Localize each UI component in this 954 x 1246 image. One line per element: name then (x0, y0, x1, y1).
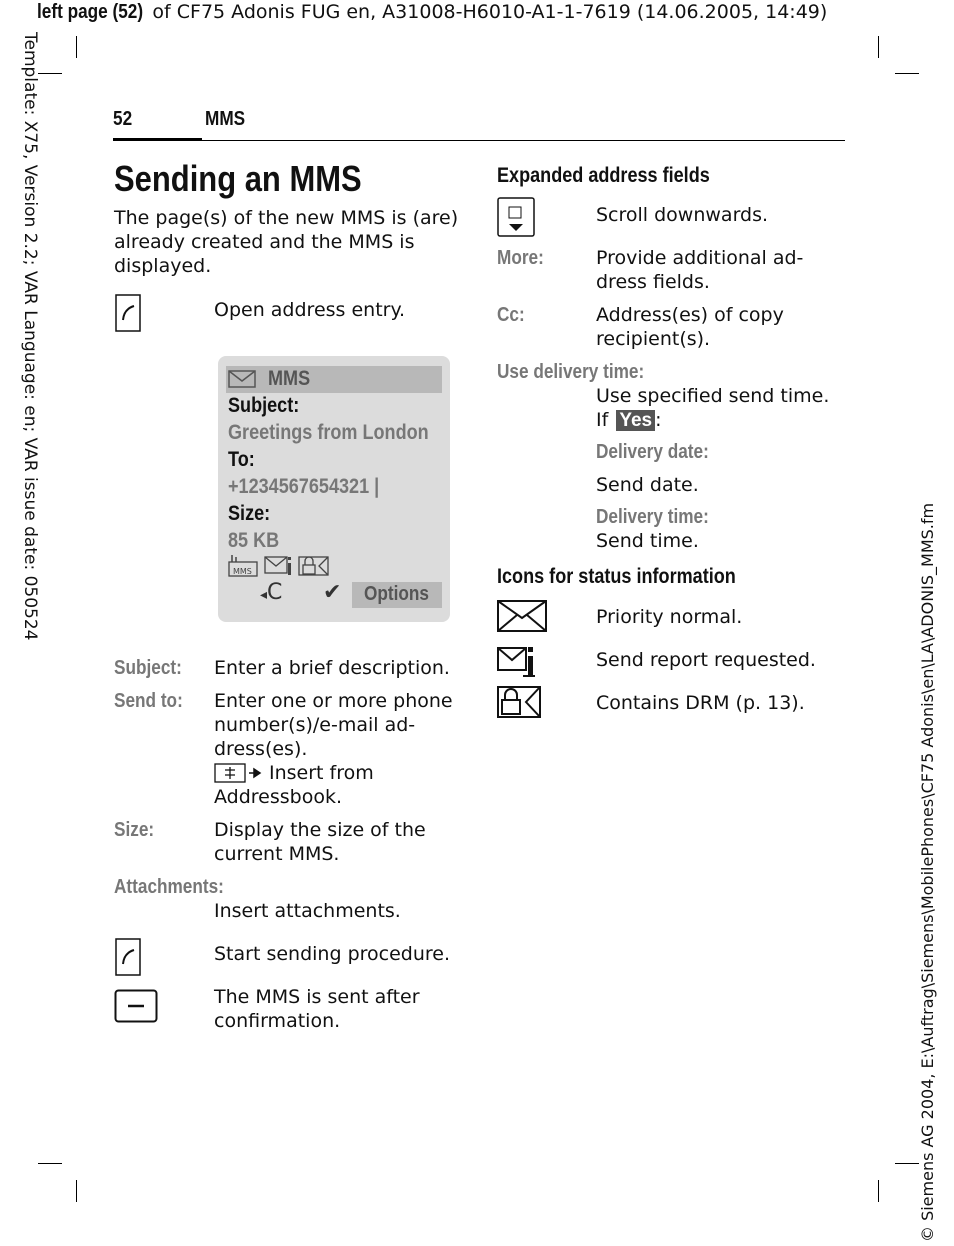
send-time-text: Send time. (596, 530, 699, 552)
delivery-time-heading: Use delivery time: (497, 361, 645, 383)
cc-line: recipient(s). (596, 328, 711, 350)
screen-to-value[interactable]: +1234567654321 | (228, 475, 380, 498)
if-yes-line (596, 408, 662, 433)
scroll-down-key-icon (497, 197, 535, 237)
send-to-line: number(s)/e-mail ad- (214, 714, 416, 736)
colon-text: : (655, 409, 662, 431)
confirm-line: confirmation. (214, 1010, 341, 1032)
check-icon[interactable]: ✔ (323, 580, 342, 605)
side-copyright-text: © Siemens AG 2004, E:\Auftrag\Siemens\MobilePhones\CF75 Adonis\en\LA\ADONIS_MMS.fm (918, 502, 937, 1242)
delivery-date-label: Delivery date: (596, 441, 709, 463)
crop-mark (878, 36, 879, 58)
header-rule (202, 140, 845, 141)
intro-line: The page(s) of the new MMS is (are) (114, 207, 459, 229)
size-desc (214, 818, 426, 866)
priority-text: Priority normal. (596, 606, 743, 628)
options-label: Options (364, 583, 429, 605)
doc-header-prefix: left page (52) (37, 1, 144, 23)
back-arrow-icon: ◂ (260, 587, 268, 603)
send-to-line: Enter one or more phone (214, 690, 453, 712)
page-title: Sending an MMS (114, 158, 362, 199)
intro-line: already created and the MMS is (114, 231, 415, 253)
confirm-text (214, 985, 420, 1033)
send-to-label: Send to: (114, 690, 183, 712)
cc-label: Cc: (497, 304, 525, 326)
insert-from-line: Addressbook. (214, 786, 343, 808)
size-line: current MMS. (214, 843, 340, 865)
more-desc (596, 246, 803, 294)
size-line: Display the size of the (214, 819, 426, 841)
crop-mark (76, 1180, 77, 1202)
page-number: 52 (113, 108, 133, 130)
scroll-text: Scroll downwards. (596, 204, 769, 226)
drm-icon (497, 686, 541, 718)
open-address-text: Open address entry. (214, 299, 406, 321)
phone-screen (218, 356, 450, 622)
send-to-desc (214, 689, 453, 761)
side-template-text: Template: X75, Version 2.2; VAR Language: en; VAR issue date: 050524 (20, 32, 40, 641)
call-key-icon (115, 294, 141, 332)
send-report-icon (497, 645, 537, 679)
send-to-line: dress(es). (214, 738, 308, 760)
cc-desc (596, 303, 784, 351)
crop-mark (895, 1163, 919, 1164)
attachments-label: Attachments: (114, 876, 224, 898)
size-label: Size: (114, 819, 155, 841)
crop-mark (895, 73, 919, 74)
insert-from-text (214, 761, 374, 809)
confirm-line: The MMS is sent after (214, 986, 420, 1008)
subject-desc: Enter a brief description. (214, 657, 450, 679)
crop-mark (878, 1180, 879, 1202)
back-softkey[interactable] (260, 580, 282, 605)
call-key-icon (115, 938, 141, 976)
expanded-fields-heading: Expanded address fields (497, 164, 710, 187)
start-sending-text: Start sending procedure. (214, 943, 451, 965)
screen-size-value: 85 KB (228, 529, 280, 552)
delivery-desc: Use specified send time. (596, 385, 830, 407)
if-text: If (596, 409, 609, 431)
more-line: dress fields. (596, 271, 710, 293)
header-rule-thick (113, 138, 202, 141)
doc-header (37, 1, 827, 24)
mms-status-icon (228, 554, 258, 578)
more-line: Provide additional ad- (596, 247, 804, 269)
screen-title: MMS (268, 367, 311, 390)
intro-text (114, 206, 458, 278)
insert-from-line: Insert from (269, 762, 374, 784)
attachments-desc: Insert attachments. (214, 900, 401, 922)
delivery-time-label: Delivery time: (596, 506, 709, 528)
status-icons-heading: Icons for status information (497, 565, 736, 588)
crop-mark (38, 1163, 62, 1164)
cc-line: Address(es) of copy (596, 304, 784, 326)
subject-label: Subject: (114, 657, 182, 679)
drm-lock-icon (298, 554, 330, 578)
crop-mark (76, 36, 77, 58)
clear-key-icon: C (267, 580, 283, 605)
intro-line: displayed. (114, 255, 212, 277)
section-title: MMS (205, 108, 246, 130)
yes-softkey[interactable]: Yes (616, 410, 655, 431)
send-date-text: Send date. (596, 474, 699, 496)
screen-subject-label: Subject: (228, 394, 300, 417)
doc-header-suffix: of CF75 Adonis FUG en, A31008-H6010-A1-1-7619 (14.06.2005, 14:49) (146, 1, 828, 23)
screen-subject-value: Greetings from London (228, 421, 429, 444)
screen-to-label: To: (228, 448, 255, 471)
report-icon (264, 554, 294, 578)
screen-size-label: Size: (228, 502, 271, 525)
screen-title-bar (226, 366, 442, 393)
softkey-icon (114, 989, 158, 1023)
more-label: More: (497, 247, 544, 269)
crop-mark (38, 73, 62, 74)
envelope-icon (228, 370, 256, 388)
svg-text:MMS: MMS (233, 567, 252, 576)
drm-text: Contains DRM (p. 13). (596, 692, 805, 714)
report-text: Send report requested. (596, 649, 816, 671)
priority-normal-icon (497, 600, 547, 632)
